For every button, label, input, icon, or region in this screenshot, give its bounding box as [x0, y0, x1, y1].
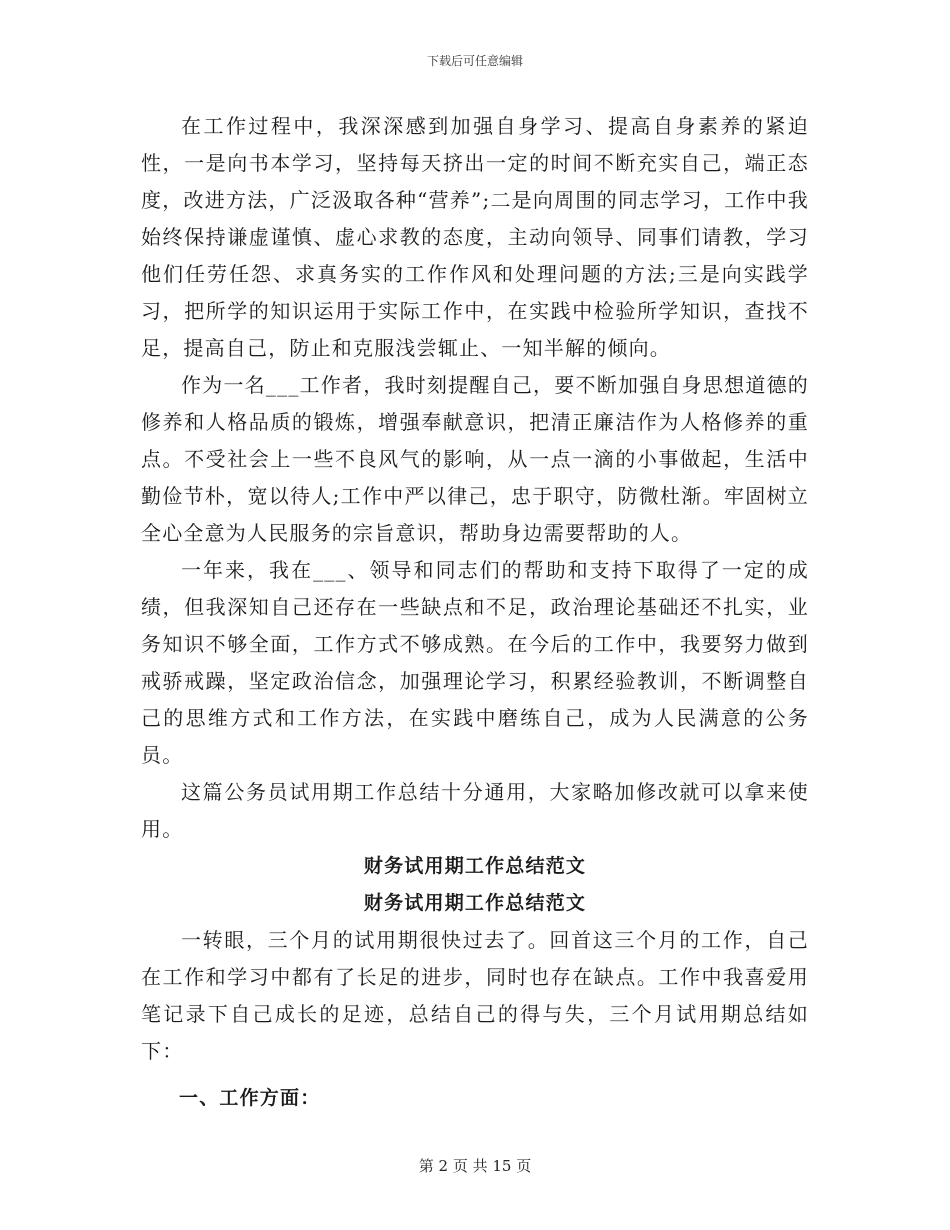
paragraph-year-summary: 一年来，我在___、领导和同志们的帮助和支持下取得了一定的成绩，但我深知自己还存在一些缺点和不足，政治理论基础还不扎实，业务知识不够全面，工作方式不够成熟。在今后的工作中，我要努力做到戒骄戒躁，坚定政治信念，加强理论学习，积累经验教训，不断调整自己的思维方式和工作方法，在实践中磨练自己，成为人民满意的公务员。: [141, 558, 809, 767]
page-header-note: 下载后可任意编辑: [426, 54, 523, 68]
paragraph-study: 在工作过程中，我深深感到加强自身学习、提高自身素养的紧迫性，一是向书本学习，坚持每天挤出一定的时间不断充实自己，端正态度，改进方法，广泛汲取各种“营养”;二是向周围的同志学习，工作中我始终保持谦虚谨慎、虚心求教的态度，主动向领导、同事们请教，学习他们任劳任怨、求真务实的工作作风和处理问题的方法;三是向实践学习，把所学的知识运用于实际工作中，在实践中检验所学知识，查找不足，提高自己，防止和克服浅尝辄止、一知半解的倾向。: [141, 114, 809, 360]
section-title: 财务试用期工作总结范文: [363, 855, 587, 877]
document-body: [141, 108, 809, 1117]
page-number: 第 2 页 共 15 页: [418, 1157, 532, 1175]
paragraph-usage-note: 这篇公务员试用期工作总结十分通用，大家略加修改就可以拿来使用。: [141, 780, 809, 841]
section-heading-work: 一、工作方面：: [179, 1087, 321, 1109]
paragraph-probation-intro: 一转眼，三个月的试用期很快过去了。回首这三个月的工作，自己在工作和学习中都有了长足的进步，同时也存在缺点。工作中我喜爱用笔记录下自己成长的足迹，总结自己的得与失，三个月试用期总结如下：: [141, 928, 809, 1063]
paragraph-ethics: 作为一名___工作者，我时刻提醒自己，要不断加强自身思想道德的修养和人格品质的锻炼，增强奉献意识，把清正廉洁作为人格修养的重点。不受社会上一些不良风气的影响，从一点一滴的小事做起，生活中勤俭节朴，宽以待人;工作中严以律己，忠于职守，防微杜渐。牢固树立全心全意为人民服务的宗旨意识，帮助身边需要帮助的人。: [141, 373, 809, 545]
section-subtitle: 财务试用期工作总结范文: [363, 892, 587, 914]
